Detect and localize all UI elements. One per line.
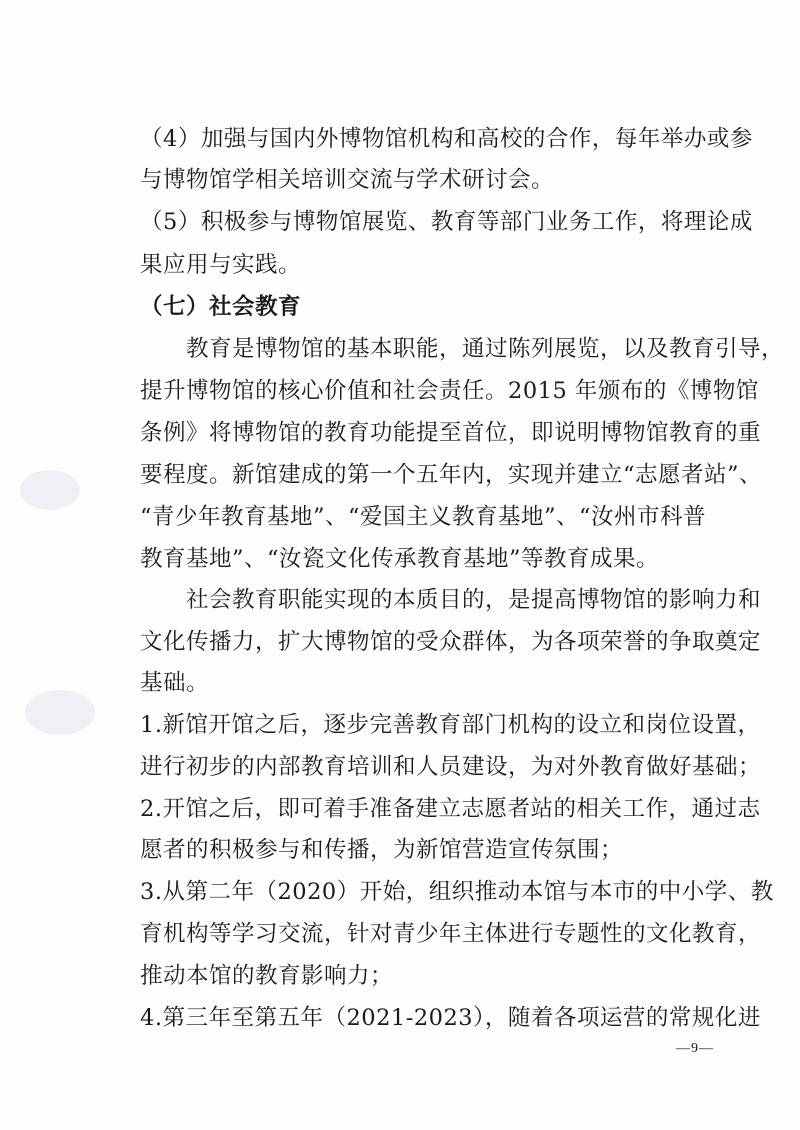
list-item-line: 推动本馆的教育影响力； [140, 963, 394, 989]
page-number: —9— [676, 1041, 714, 1056]
paragraph-line: 社会教育职能实现的本质目的，是提高博物馆的影响力和 [186, 587, 762, 613]
paragraph-line: （4）加强与国内外博物馆机构和高校的合作，每年举办或参 [140, 126, 753, 152]
paragraph-line: 条例》将博物馆的教育功能提至首位，即说明博物馆教育的重 [140, 420, 762, 446]
paragraph-line: 果应用与实践。 [140, 252, 302, 278]
paragraph-line: （5）积极参与博物馆展览、教育等部门业务工作，将理论成 [140, 209, 753, 235]
list-item-line: 育机构等学习交流，针对青少年主体进行专题性的文化教育， [140, 921, 762, 947]
scan-smudge [25, 690, 95, 735]
scan-smudge [20, 470, 80, 510]
paragraph-line: “青少年教育基地”、“爱国主义教育基地”、“汝州市科普 [140, 504, 707, 530]
paragraph-line: 提升博物馆的核心价值和社会责任。2015 年颁布的《博物馆 [140, 378, 759, 404]
list-item-line: 3.从第二年（2020）开始，组织推动本馆与本市的中小学、教 [140, 879, 774, 905]
list-item-line: 1.新馆开馆之后，逐步完善教育部门机构的设立和岗位设置， [140, 712, 761, 738]
list-item-line: 2.开馆之后，即可着手准备建立志愿者站的相关工作，通过志 [140, 796, 761, 822]
section-heading: （七）社会教育 [140, 294, 302, 320]
list-item-line: 进行初步的内部教育培训和人员建设，为对外教育做好基础； [140, 754, 762, 780]
list-item-line: 愿者的积极参与和传播，为新馆营造宣传氛围； [140, 837, 624, 863]
paragraph-line: 要程度。新馆建成的第一个五年内，实现并建立“志愿者站”、 [140, 462, 763, 488]
list-item-line: 4.第三年至第五年（2021-2023），随着各项运营的常规化进 [140, 1005, 761, 1031]
paragraph-line: 与博物馆学相关培训交流与学术研讨会。 [140, 167, 555, 193]
paragraph-line: 基础。 [140, 670, 210, 696]
paragraph-line: 文化传播力，扩大博物馆的受众群体，为各项荣誉的争取奠定 [140, 629, 762, 655]
paragraph-line: 教育基地”、“汝瓷文化传承教育基地”等教育成果。 [140, 546, 660, 572]
paragraph-line: 教育是博物馆的基本职能，通过陈列展览，以及教育引导， [186, 336, 785, 362]
